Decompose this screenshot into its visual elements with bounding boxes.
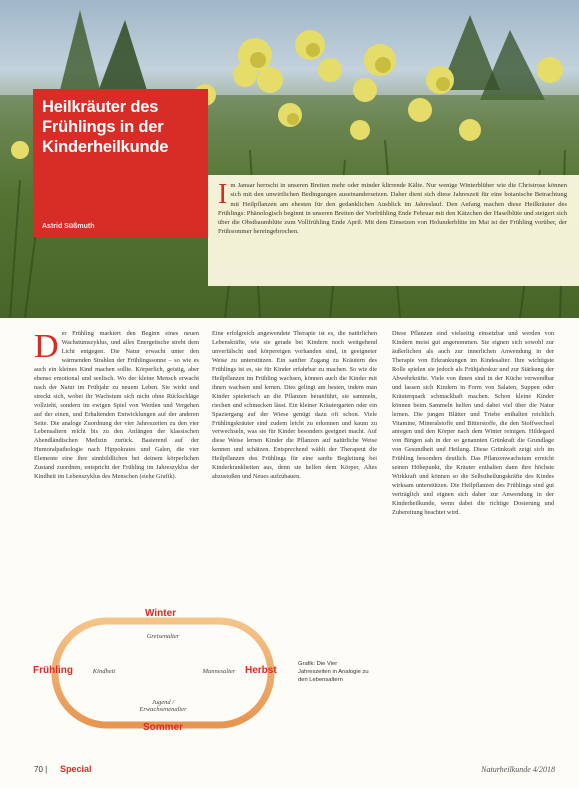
article-author: Astrid Süßmuth	[42, 223, 95, 230]
column-1-dropcap: D	[34, 328, 59, 365]
season-winter: Winter	[145, 608, 177, 619]
diagram-caption: Grafik: Die Vier Jahreszeiten in Analogie zu den Lebensaltern	[298, 661, 369, 683]
column-1-text: er Frühling markiert den Beginn eines neuen Wachstumszyklus, und alles Energetische strebt dem Licht entgegen. Die Natur erwacht unter den wärmenden Strahlen der Frühlingssonne – so wie es auch ein kleines Kind machen sollte. Körperlich, geistig, aber ebenso emotional und seelisch. Wo der kleine Mensch erwacht nach der Natur im Frühjahr zu neuem Leben. Sie wirkt und streckt sich, wobei ihr Wachstum sich nicht ohne Rückschläge vollzieht, sondern im ewigen Spiel von Werden und Vergehen auf der einen, und Erhaltenden Entwicklungen auf der anderen Seite. Die analoge Zuordnung der vier Jahreszeiten zu den vier Lebensaltern reicht bis zu den Anfängen der klassischen Abendländischen Medizin zurück. Basierend auf der Humoralpathologie nach Hippokrates und Galen, die vier Elemente eine ihre sinnbildlichen bei deinem körperlichen Zustand zuordnen, entspricht der Frühling im Jahreszyklus der Kindheit im Lebenszyklus des Menschen (siehe Grafik).	[34, 330, 199, 481]
column-2-text: Eine erfolgreich angewendete Therapie ist es, die natürlichen Lebenskräfte, wie sie gerade bei Kindern noch weitgehend unverfälscht und körpereigen vorhanden sind, in geeigneter Weise zu unterstützen. Ein sanfter Zugang zu Kräutern des Frühlings ist es, sie für Kinder erfahrbar zu machen. So wie die Heilpflanzen im Frühling wachsen, können auch die Kinder mit ihnen wachsen und lernen. Dies gelingt am besten, indem man Kinder spielerisch an die Pflanzen heranführt, sie sammeln, riechen und schmecken lässt. Ein kleiner Kräutergarten oder ein Spaziergang auf der Wiese genügt dazu oft schon. Viele Frühlingskräuter sind zudem leicht zu erkennen und kaum zu verwechseln, was sie für Kinder besonders geeignet macht. Auf diese Weise lernen Kinder die Pflanzen auf natürliche Weise kennen und schätzen. Entsprechend wählt der Therapeut die Heilpflanzen des Frühlings für eine sanfte Begleitung bei Kinderkrankheiten aus, denn sie helfen dem Körper, Altes abzustoßen und Neues aufzubauen.	[212, 330, 377, 481]
article-title: Heilkräuter des Frühlings in der Kinderheilkunde	[42, 98, 169, 156]
phase-greisenalter: Greisenalter	[146, 633, 180, 640]
intro-text: m Januar herrscht in unseren Breiten mehr oder minder klirrende Kälte. Nur wenige Winterblüher wie die Christrose können sich mit den unwirtlichen Bedingungen auseinandersetzen. Daher dient sich diese Jahreszeit für eine botanische Betrachtung mit Heilpflanzen am ehesten für den gedanklichen Ausblick im Jahreslauf. Den Anfang machen diese Heilkräuter des Frühlings: Phänologisch beginnt in unseren Breiten der Vorfrühling Ende Februar mit den Kätzchen der Haselblüte und steigert sich über die Obstbaumblüte zum Vollfrühling Ende April. Mit dem Einsetzen von Holunderblüte im Mai ist der Frühling vorüber, der Frühsommer hereingebrochen.	[218, 182, 567, 236]
season-fruehling: Frühling	[33, 665, 73, 676]
column-3	[392, 330, 554, 760]
phase-mannesalter: Mannesalter	[202, 668, 236, 675]
column-1	[34, 330, 199, 590]
section-label: Special	[60, 764, 92, 774]
season-sommer: Sommer	[143, 722, 184, 733]
seasons-diagram	[33, 607, 293, 739]
page-number: 70 |	[34, 765, 48, 774]
season-herbst: Herbst	[245, 665, 277, 676]
column-2	[212, 330, 377, 640]
phase-jugend: Jugend / Erwachsenenalter	[139, 699, 187, 713]
column-3-text: Diese Pflanzen sind vielseitig einsetzbar und werden von Kindern meist gut angenommen. Sie eignen sich sowohl zur äußerlichen als auch zur innerlichen Anwendung in der Therapie von Erkrankungen im Kindesalter. Ihre wichtigste Rolle spielen sie jedoch als Frühjahrskur und zur Stärkung der Abwehrkräfte. Viele von ihnen sind in der Küche verwendbar und lassen sich Kindern in Form von Salaten, Suppen oder Kräuterquark schmackhaft machen. Schon kleine Kinder können beim Sammeln helfen und dabei viel über die Natur lernen. Die jungen Blätter und Triebe enthalten reichlich Vitamine, Mineralstoffe und Bitterstoffe, die den Stoffwechsel anregen und den Körper nach dem Winter reinigen. Hildegard von Bingen sah in der so genannten Grünkraft die Grundlage von Gesundheit und Heilung. Diese Grünkraft zeigt sich im Frühling besonders deutlich. Das Pflanzenwachstum erreicht seinen Höhepunkt, die Kräuter enthalten dann ihre höchste Wirkkraft und können so die Selbstheilungskräfte des Kindes wirksam unterstützen. Die Heilpflanzen des Frühlings sind gut verträglich und eignen sich daher zur Anwendung in der Kinderheilkunde, wenn dabei die richtige Dosierung und Zubereitung beachtet wird.	[392, 330, 554, 517]
phase-kindheit: Kindheit	[92, 668, 116, 675]
intro-box	[208, 175, 579, 286]
intro-dropcap: I	[218, 179, 228, 210]
journal-issue: Naturheilkunde 4/2018	[481, 765, 555, 774]
page-footer	[34, 765, 555, 779]
title-box	[33, 89, 208, 237]
